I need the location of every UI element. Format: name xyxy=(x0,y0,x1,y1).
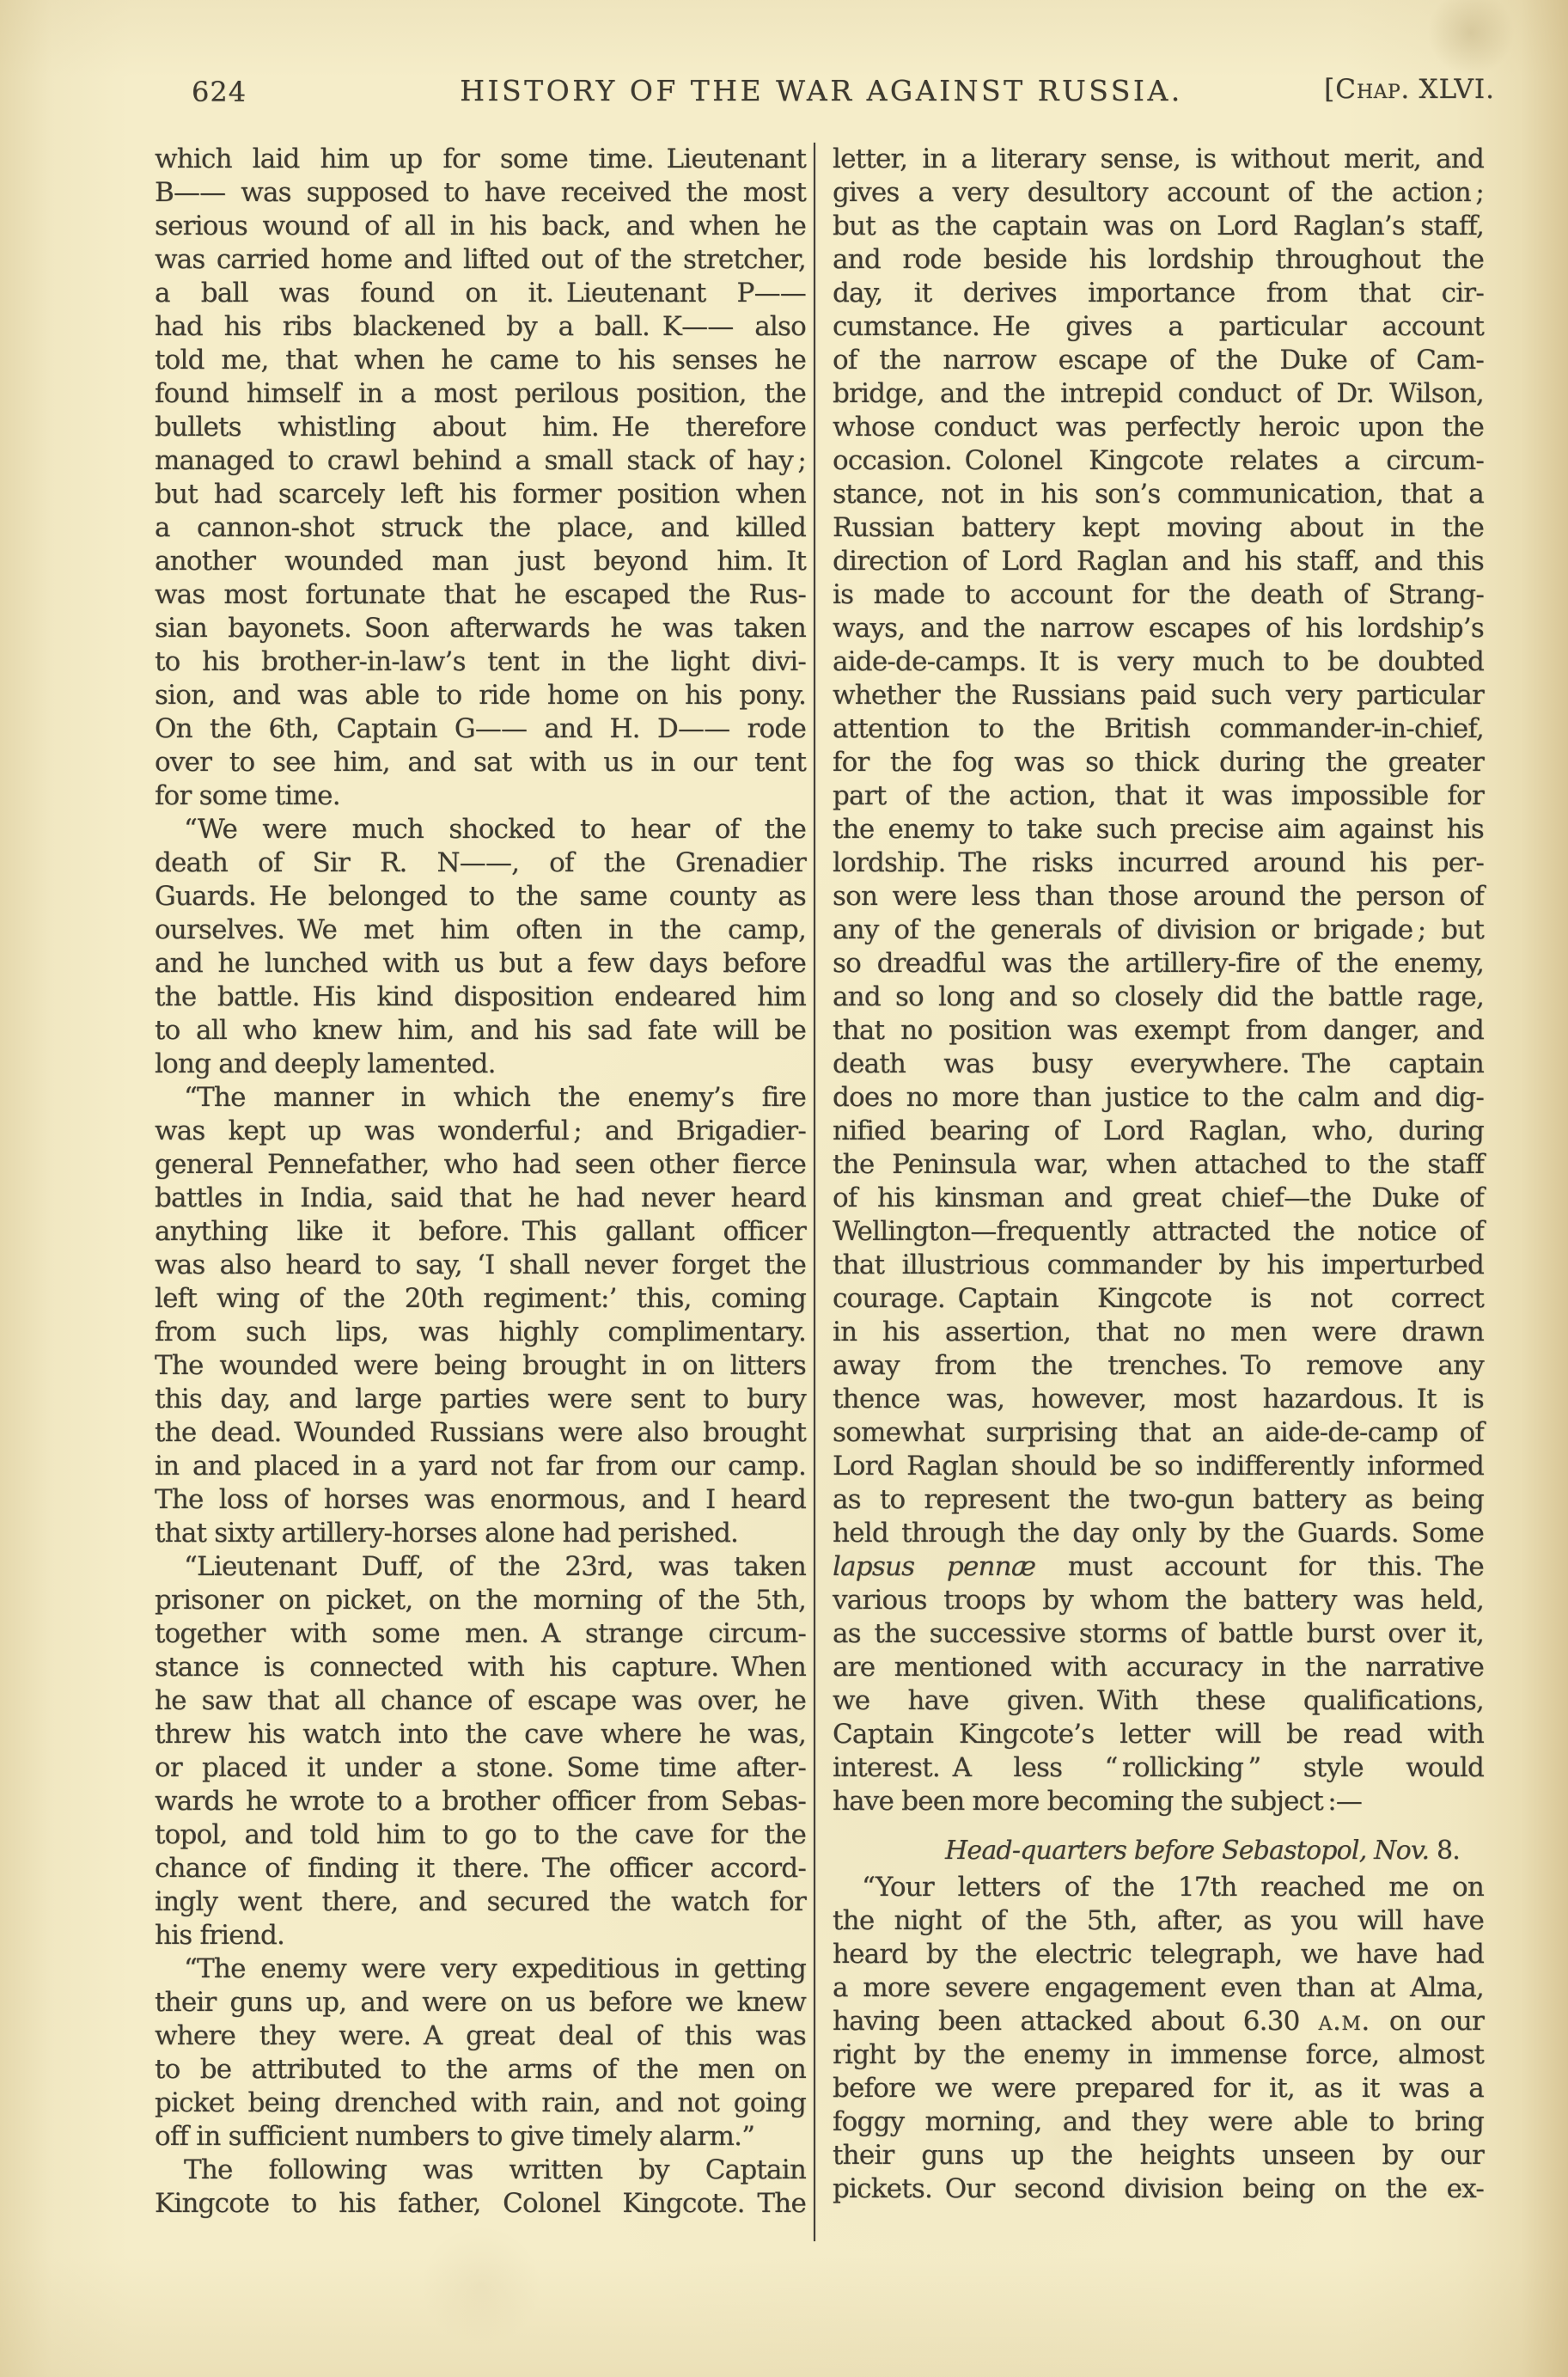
text-line: another wounded man just beyond him. It xyxy=(155,546,806,577)
text-line: to his brother-in-law’s tent in the light divi- xyxy=(155,646,806,677)
text-line: wards he wrote to a brother officer from Sebas- xyxy=(155,1786,806,1817)
text-line: part of the action, that it was impossible for xyxy=(833,780,1484,811)
text-line: their guns up the heights unseen by our xyxy=(833,2140,1484,2171)
text-line: stance is connected with his capture. When xyxy=(155,1652,806,1683)
text-line: off in sufficient numbers to give timely alarm.” xyxy=(155,2121,755,2152)
text-line: that illustrious commander by his imperturbed xyxy=(833,1250,1484,1280)
text-line: and rode beside his lordship throughout the xyxy=(833,244,1484,275)
text-line: nified bearing of Lord Raglan, who, during xyxy=(833,1115,1484,1146)
text-line: was carried home and lifted out of the stretcher, xyxy=(155,244,806,275)
paragraph xyxy=(833,1871,1484,2206)
text-line: topol, and told him to go to the cave for the xyxy=(155,1819,806,1850)
text-line: prisoner on picket, on the morning of the 5th, xyxy=(155,1585,806,1616)
text-line: aide-de-camps. It is very much to be doubted xyxy=(833,646,1484,677)
text-line: having been attacked about 6.30 a.m. on our xyxy=(833,2006,1484,2037)
text-line: the Peninsula war, when attached to the staff xyxy=(833,1149,1484,1180)
text-line: “We were much shocked to hear of the xyxy=(184,814,806,845)
text-line: as the successive storms of battle burst over it, xyxy=(833,1618,1484,1649)
paragraph xyxy=(155,1081,806,1550)
text-line: together with some men. A strange circum- xyxy=(155,1618,806,1649)
text-line: to be attributed to the arms of the men on xyxy=(155,2054,806,2085)
text-line: The wounded were being brought in on litters xyxy=(155,1350,806,1381)
text-line: serious wound of all in his back, and when he xyxy=(155,211,806,241)
text-line: battles in India, said that he had never heard xyxy=(155,1182,806,1213)
text-line: before we were prepared for it, as it was a xyxy=(833,2073,1484,2104)
text-line: long and deeply lamented. xyxy=(155,1048,496,1079)
text-line: “The manner in which the enemy’s fire xyxy=(184,1082,806,1113)
text-line: any of the generals of division or brigade ; but xyxy=(833,914,1484,945)
text-line: but as the captain was on Lord Raglan’s staff, xyxy=(833,211,1484,241)
text-line: day, it derives importance from that cir- xyxy=(833,278,1484,309)
text-line: in and placed in a yard not far from our camp. xyxy=(155,1451,806,1482)
paragraph xyxy=(155,2154,806,2221)
text-line: had his ribs blackened by a ball. K—— also xyxy=(155,311,806,342)
text-line: various troops by whom the battery was held, xyxy=(833,1585,1484,1616)
text-line: a more severe engagement even than at Alma, xyxy=(833,1972,1484,2003)
right-column xyxy=(833,143,1484,2241)
text-line: over to see him, and sat with us in our tent xyxy=(155,747,806,778)
text-line: as to represent the two-gun battery as being xyxy=(833,1484,1484,1515)
page-number: 624 xyxy=(192,76,247,108)
text-line: bullets whistling about him. He therefore xyxy=(155,412,806,443)
text-line: sion, and was able to ride home on his pony. xyxy=(155,680,806,711)
text-line: cumstance. He gives a particular account xyxy=(833,311,1484,342)
text-line: “Your letters of the 17th reached me on xyxy=(862,1872,1484,1903)
text-line: On the 6th, Captain G—— and H. D—— rode xyxy=(155,713,806,744)
text-line: a ball was found on it. Lieutenant P—— xyxy=(155,278,806,309)
text-line: interest. A less “ rollicking ” style would xyxy=(833,1752,1484,1783)
text-line: ways, and the narrow escapes of his lordship’s xyxy=(833,613,1484,644)
letter-dateline xyxy=(833,1834,1484,1867)
text-line: heard by the electric telegraph, we have had xyxy=(833,1939,1484,1970)
text-line: death of Sir R. N——, of the Grenadier xyxy=(155,847,806,878)
text-line: or placed it under a stone. Some time after- xyxy=(155,1752,806,1783)
text-line: for some time. xyxy=(155,780,340,811)
text-line: Wellington—frequently attracted the notice of xyxy=(833,1216,1484,1247)
text-line: so dreadful was the artillery-fire of the enemy, xyxy=(833,948,1484,979)
text-line: direction of Lord Raglan and his staff, and this xyxy=(833,546,1484,577)
text-line: is made to account for the death of Strang- xyxy=(833,579,1484,610)
text-line: told me, that when he came to his senses he xyxy=(155,345,806,376)
text-line: general Pennefather, who had seen other fierce xyxy=(155,1149,806,1180)
text-line: picket being drenched with rain, and not going xyxy=(155,2087,806,2118)
text-line: from such lips, was highly complimentary. xyxy=(155,1317,806,1347)
text-line: that sixty artillery-horses alone had perished. xyxy=(155,1518,739,1549)
text-line: was most fortunate that he escaped the Rus- xyxy=(155,579,806,610)
text-line: Russian battery kept moving about in the xyxy=(833,512,1484,543)
text-line: right by the enemy in immense force, almost xyxy=(833,2039,1484,2070)
text-line: chance of finding it there. The officer accord- xyxy=(155,1853,806,1884)
text-line: left wing of the 20th regiment:’ this, coming xyxy=(155,1283,806,1314)
text-line: “The enemy were very expeditious in getting xyxy=(184,1953,806,1984)
text-line: the battle. His kind disposition endeared him xyxy=(155,981,806,1012)
text-line: Head-quarters before Sebastopol, Nov. 8. xyxy=(945,1836,1460,1866)
text-line: B—— was supposed to have received the most xyxy=(155,177,806,208)
text-line: thence was, however, most hazardous. It is xyxy=(833,1384,1484,1415)
text-line: Kingcote to his father, Colonel Kingcote. The xyxy=(155,2188,806,2219)
text-line: pickets. Our second division being on the ex- xyxy=(833,2173,1484,2204)
running-title: HISTORY OF THE WAR AGAINST RUSSIA. xyxy=(460,74,1183,107)
text-line: anything like it before. This gallant officer xyxy=(155,1216,806,1247)
text-line: threw his watch into the cave where he was, xyxy=(155,1719,806,1750)
text-line: lapsus pennæ must account for this. The xyxy=(833,1551,1484,1582)
text-line: stance, not in his son’s communication, that a xyxy=(833,479,1484,510)
text-line: son were less than those around the person of xyxy=(833,881,1484,912)
text-line: have been more becoming the subject :— xyxy=(833,1786,1363,1817)
text-line: Captain Kingcote’s letter will be read with xyxy=(833,1719,1484,1750)
text-line: bridge, and the intrepid conduct of Dr. Wilson, xyxy=(833,378,1484,409)
text-line: he saw that all chance of escape was over, he xyxy=(155,1685,806,1716)
paragraph xyxy=(833,143,1484,1818)
text-line: courage. Captain Kingcote is not correct xyxy=(833,1283,1484,1314)
text-line: somewhat surprising that an aide-de-camp of xyxy=(833,1417,1484,1448)
text-line: was also heard to say, ‘I shall never forget the xyxy=(155,1250,806,1280)
text-line: letter, in a literary sense, is without merit, and xyxy=(833,144,1484,174)
text-line: ourselves. We met him often in the camp, xyxy=(155,914,806,945)
text-line: are mentioned with accuracy in the narrative xyxy=(833,1652,1484,1683)
text-line: the night of the 5th, after, as you will have xyxy=(833,1905,1484,1936)
text-line: to all who knew him, and his sad fate will be xyxy=(155,1015,806,1046)
text-line: occasion. Colonel Kingcote relates a circum- xyxy=(833,445,1484,476)
text-line: this day, and large parties were sent to bury xyxy=(155,1384,806,1415)
left-column xyxy=(155,143,806,2241)
text-line: lordship. The risks incurred around his per- xyxy=(833,847,1484,878)
paragraph xyxy=(155,1952,806,2154)
text-line: attention to the British commander-in-chief, xyxy=(833,713,1484,744)
chapter-label: [Chap. XLVI. xyxy=(1324,74,1495,105)
text-line: was kept up was wonderful ; and Brigadier- xyxy=(155,1115,806,1146)
text-line: Guards. He belonged to the same county as xyxy=(155,881,806,912)
text-line: Lord Raglan should be so indifferently informed xyxy=(833,1451,1484,1482)
two-column-text-block xyxy=(155,143,1484,2241)
text-line: the enemy to take such precise aim against his xyxy=(833,814,1484,845)
paragraph xyxy=(155,1550,806,1952)
text-line: in his assertion, that no men were drawn xyxy=(833,1317,1484,1347)
text-line: whether the Russians paid such very particular xyxy=(833,680,1484,711)
text-line: a cannon-shot struck the place, and killed xyxy=(155,512,806,543)
text-line: his friend. xyxy=(155,1920,285,1951)
text-line: and he lunched with us but a few days before xyxy=(155,948,806,979)
text-line: ingly went there, and secured the watch for xyxy=(155,1886,806,1917)
paragraph xyxy=(155,143,806,813)
text-line: gives a very desultory account of the action ; xyxy=(833,177,1484,208)
text-line: The loss of horses was enormous, and I heard xyxy=(155,1484,806,1515)
column-divider-rule xyxy=(814,143,815,2241)
text-line: “Lieutenant Duff, of the 23rd, was taken xyxy=(184,1551,806,1582)
text-line: the dead. Wounded Russians were also brought xyxy=(155,1417,806,1448)
text-line: The following was written by Captain xyxy=(184,2154,806,2185)
text-line: of the narrow escape of the Duke of Cam- xyxy=(833,345,1484,376)
text-line: we have given. With these qualifications, xyxy=(833,1685,1484,1716)
text-line: managed to crawl behind a small stack of hay ; xyxy=(155,445,806,476)
text-line: where they were. A great deal of this was xyxy=(155,2020,806,2051)
text-line: whose conduct was perfectly heroic upon the xyxy=(833,412,1484,443)
paragraph xyxy=(155,813,806,1081)
text-line: sian bayonets. Soon afterwards he was taken xyxy=(155,613,806,644)
text-line: but had scarcely left his former position when xyxy=(155,479,806,510)
text-line: does no more than justice to the calm and dig- xyxy=(833,1082,1484,1113)
text-line: that no position was exempt from danger, and xyxy=(833,1015,1484,1046)
text-line: their guns up, and were on us before we knew xyxy=(155,1987,806,2018)
text-line: away from the trenches. To remove any xyxy=(833,1350,1484,1381)
text-line: and so long and so closely did the battle rage, xyxy=(833,981,1484,1012)
text-line: foggy morning, and they were able to bring xyxy=(833,2106,1484,2137)
running-header xyxy=(0,74,1568,110)
text-line: found himself in a most perilous position, the xyxy=(155,378,806,409)
text-line: held through the day only by the Guards. Some xyxy=(833,1518,1484,1549)
text-line: death was busy everywhere. The captain xyxy=(833,1048,1484,1079)
text-line: of his kinsman and great chief—the Duke of xyxy=(833,1182,1484,1213)
text-line: which laid him up for some time. Lieutenant xyxy=(155,144,806,174)
text-line: for the fog was so thick during the greater xyxy=(833,747,1484,778)
